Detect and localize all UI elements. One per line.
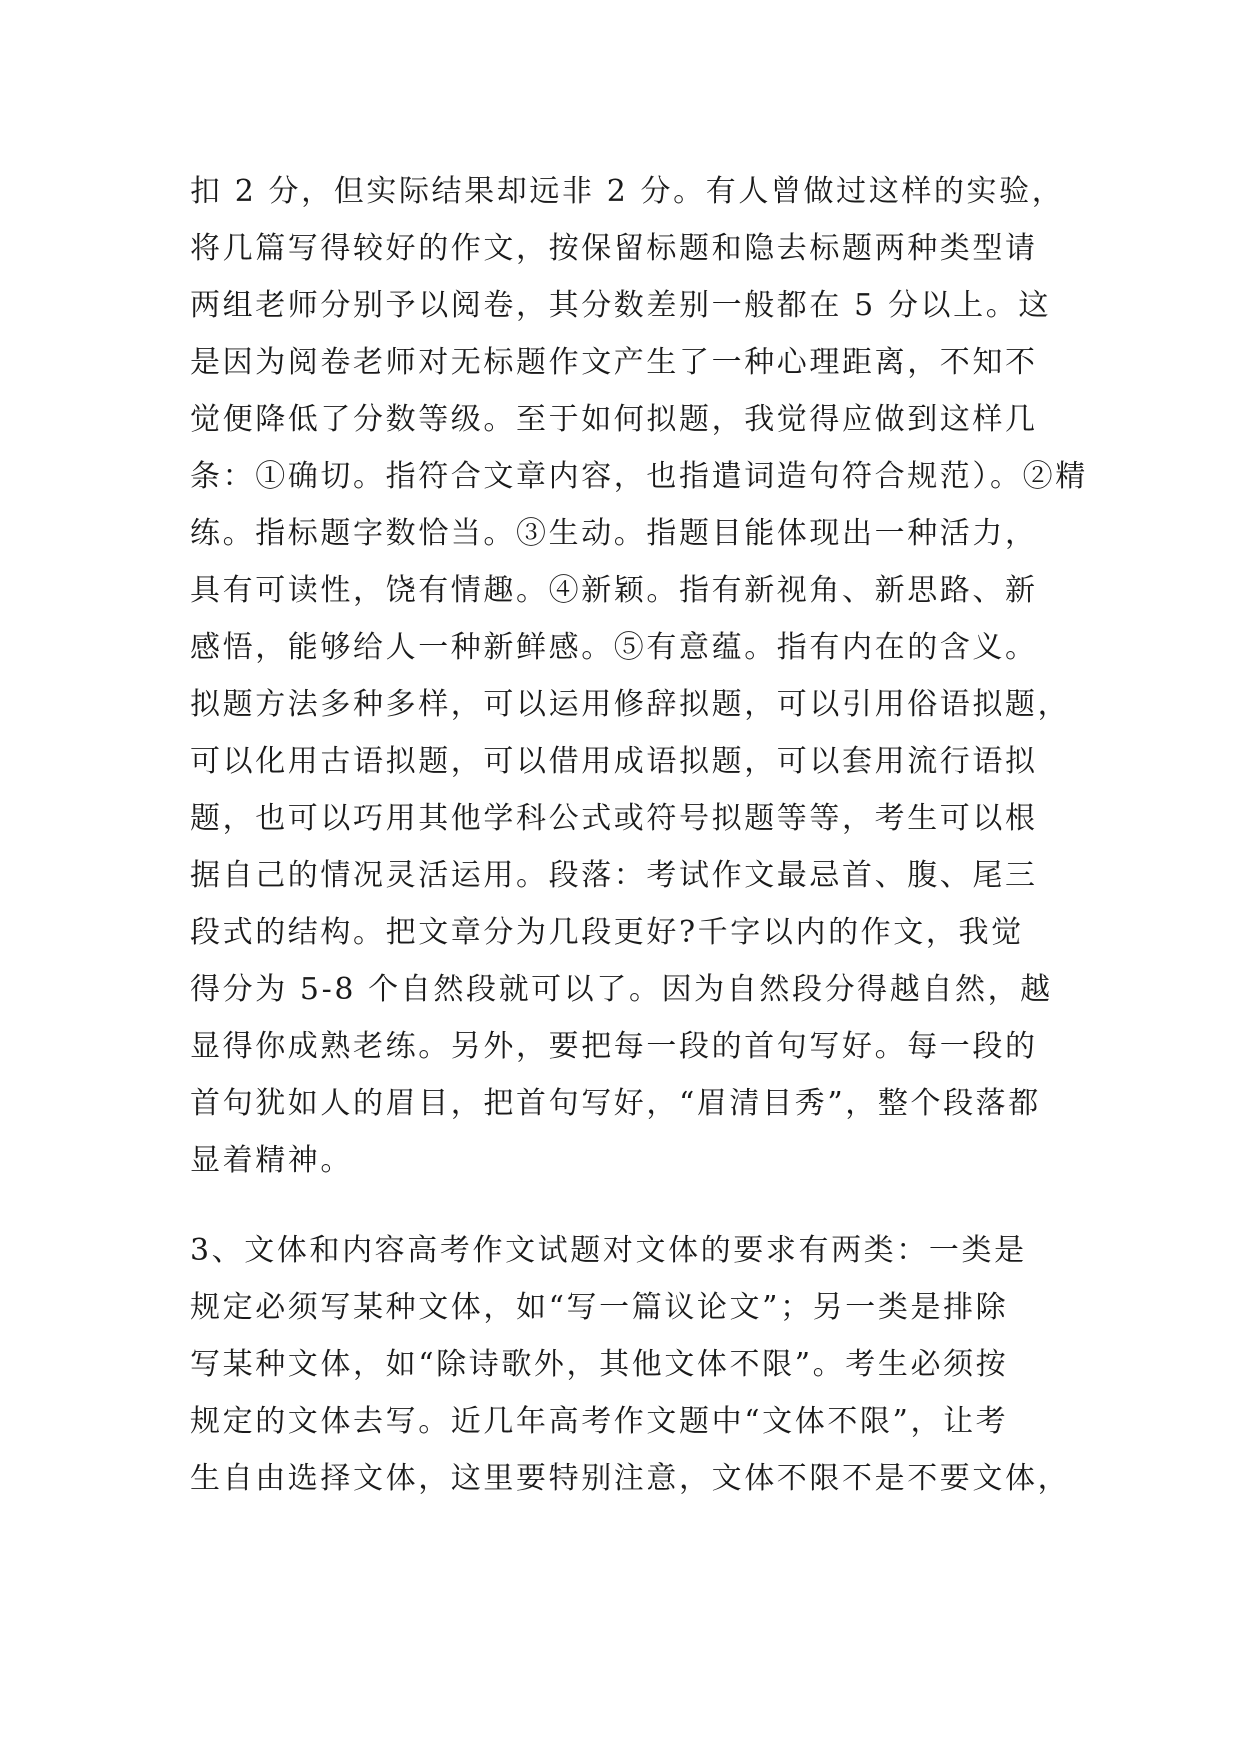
text-line: 规定的文体去写。近几年高考作文题中“文体不限”，让考 (190, 1404, 1009, 1439)
text-line: 是因为阅卷老师对无标题作文产生了一种心理距离，不知不 (190, 345, 1038, 380)
text-line: 觉便降低了分数等级。至于如何拟题，我觉得应做到这样几 (190, 402, 1038, 437)
text-line: 写某种文体，如“除诗歌外，其他文体不限”。考生必须按 (190, 1347, 1009, 1382)
text-line: 感悟，能够给人一种新鲜感。⑤有意蕴。指有内在的含义。 (190, 630, 1038, 665)
text-line: 首句犹如人的眉目，把首句写好，“眉清目秀”，整个段落都 (190, 1086, 1041, 1121)
text-line: 段式的结构。把文章分为几段更好?千字以内的作文，我觉 (190, 915, 1024, 950)
text-line: 显着精神。 (190, 1143, 353, 1178)
text-line: 显得你成熟老练。另外，要把每一段的首句写好。每一段的 (190, 1029, 1038, 1064)
text-line: 将几篇写得较好的作文，按保留标题和隐去标题两种类型请 (190, 231, 1038, 266)
text-line: 具有可读性，饶有情趣。④新颖。指有新视角、新思路、新 (190, 573, 1038, 608)
text-line: 扣 2 分，但实际结果却远非 2 分。有人曾做过这样的实验， (190, 174, 1065, 209)
text-line: 条：①确切。指符合文章内容，也指遣词造句符合规范）。②精 (190, 459, 1088, 494)
text-line: 3、文体和内容高考作文试题对文体的要求有两类：一类是 (190, 1233, 1027, 1268)
text-line: 据自己的情况灵活运用。段落：考试作文最忌首、腹、尾三 (190, 858, 1038, 893)
text-line: 题，也可以巧用其他学科公式或符号拟题等等，考生可以根 (190, 801, 1038, 836)
text-line: 拟题方法多种多样，可以运用修辞拟题，可以引用俗语拟题， (190, 687, 1071, 722)
text-line: 练。指标题字数恰当。③生动。指题目能体现出一种活力， (190, 516, 1038, 551)
text-line: 两组老师分别予以阅卷，其分数差别一般都在 5 分以上。这 (190, 288, 1051, 323)
text-line: 生自由选择文体，这里要特别注意，文体不限不是不要文体， (190, 1461, 1071, 1496)
text-line: 可以化用古语拟题，可以借用成语拟题，可以套用流行语拟 (190, 744, 1038, 779)
body-paragraph (190, 163, 1088, 1189)
text-line: 得分为 5-8 个自然段就可以了。因为自然段分得越自然，越 (190, 972, 1053, 1007)
body-paragraph (190, 1222, 1071, 1507)
text-line: 规定必须写某种文体，如“写一篇议论文”；另一类是排除 (190, 1290, 1009, 1325)
